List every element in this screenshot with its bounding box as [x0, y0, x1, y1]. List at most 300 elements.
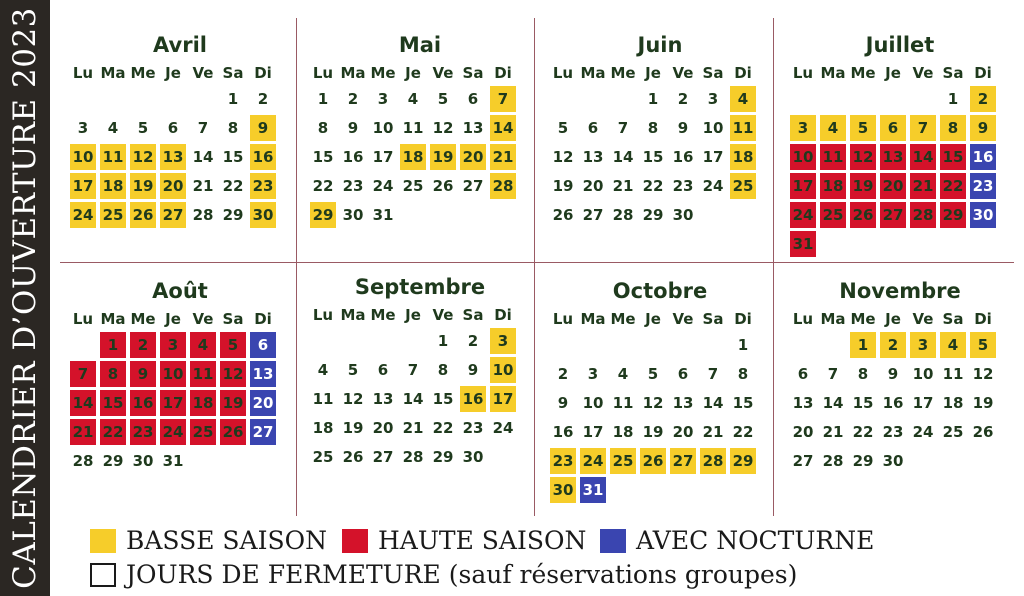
day-cell-basse: 7 — [910, 115, 936, 141]
day-cell-haute: 17 — [160, 390, 186, 416]
day-cell: 6 — [467, 90, 479, 108]
day-cell-haute: 12 — [220, 361, 246, 387]
day-cell: 14 — [402, 390, 424, 408]
weekday-label: Ve — [192, 64, 214, 82]
day-cell: 30 — [462, 448, 484, 466]
day-cell: 16 — [672, 148, 694, 166]
empty-cell — [398, 327, 428, 356]
day-cell: 19 — [972, 394, 994, 412]
day-cell: 13 — [792, 394, 814, 412]
day-cell-basse: 28 — [490, 173, 516, 199]
legend-fermeture — [90, 560, 797, 589]
day-cell-basse: 28 — [700, 448, 726, 474]
days-grid — [308, 85, 518, 230]
divider — [534, 18, 535, 516]
weekday-label: Ve — [912, 64, 934, 82]
day-cell: 13 — [372, 390, 394, 408]
day-cell: 28 — [72, 452, 94, 470]
month-august — [68, 276, 292, 526]
weekday-label: Lu — [792, 64, 814, 82]
day-cell-haute: 25 — [820, 202, 846, 228]
weekday-label: Lu — [792, 310, 814, 328]
day-cell-basse: 3 — [790, 115, 816, 141]
empty-cell — [668, 331, 698, 360]
day-cell-basse: 24 — [580, 448, 606, 474]
legend-label-fermeture: JOURS DE FERMETURE (sauf réservations groupes) — [126, 560, 798, 589]
day-cell: 15 — [642, 148, 664, 166]
day-cell: 5 — [557, 119, 569, 137]
day-cell: 4 — [617, 365, 629, 383]
weekday-label: Ma — [580, 310, 606, 328]
day-cell-basse: 18 — [400, 144, 426, 170]
day-cell-haute: 3 — [160, 332, 186, 358]
day-cell-basse: 4 — [820, 115, 846, 141]
day-cell: 9 — [347, 119, 359, 137]
day-cell-basse: 11 — [100, 144, 126, 170]
day-cell: 7 — [827, 365, 839, 383]
day-cell: 6 — [797, 365, 809, 383]
day-cell-haute: 24 — [160, 419, 186, 445]
weekday-label: Di — [974, 64, 992, 82]
empty-cell — [608, 331, 638, 360]
day-cell: 9 — [557, 394, 569, 412]
day-cell-basse: 30 — [550, 477, 576, 503]
day-cell-basse: 6 — [880, 115, 906, 141]
day-cell-basse: 24 — [70, 202, 96, 228]
day-cell-haute: 26 — [220, 419, 246, 445]
day-cell: 8 — [647, 119, 659, 137]
day-cell-nocturne: 20 — [250, 390, 276, 416]
weekday-header — [788, 309, 998, 329]
day-cell: 24 — [702, 177, 724, 195]
divider — [773, 18, 774, 516]
day-cell: 3 — [707, 90, 719, 108]
legend-basse — [90, 526, 327, 555]
day-cell: 15 — [852, 394, 874, 412]
day-cell-basse: 8 — [940, 115, 966, 141]
weekday-label: Sa — [462, 64, 484, 82]
day-cell: 5 — [647, 365, 659, 383]
day-cell-haute: 13 — [880, 144, 906, 170]
day-cell-basse: 18 — [730, 144, 756, 170]
weekday-label: Je — [405, 64, 421, 82]
day-cell-haute: 18 — [820, 173, 846, 199]
weekday-label: Di — [974, 310, 992, 328]
day-cell-haute: 27 — [880, 202, 906, 228]
day-cell-basse: 4 — [940, 332, 966, 358]
weekday-label: Ve — [192, 310, 214, 328]
month-november — [788, 276, 1012, 526]
weekday-label: Sa — [702, 64, 724, 82]
day-cell: 5 — [437, 90, 449, 108]
day-cell: 21 — [402, 419, 424, 437]
day-cell: 2 — [677, 90, 689, 108]
weekday-label: Di — [734, 310, 752, 328]
day-cell-haute: 10 — [790, 144, 816, 170]
empty-cell — [608, 85, 638, 114]
day-cell-nocturne: 23 — [970, 173, 996, 199]
day-cell: 12 — [642, 394, 664, 412]
weekday-label: Di — [494, 306, 512, 324]
day-cell: 11 — [402, 119, 424, 137]
day-cell: 24 — [492, 419, 514, 437]
weekday-label: Lu — [552, 310, 574, 328]
month-name: Juillet — [865, 33, 935, 57]
day-cell-nocturne: 27 — [250, 419, 276, 445]
day-cell: 8 — [857, 365, 869, 383]
day-cell: 5 — [137, 119, 149, 137]
weekday-label: Ma — [820, 64, 846, 82]
month-name: Août — [152, 279, 208, 303]
days-grid — [68, 331, 278, 476]
day-cell-haute: 7 — [70, 361, 96, 387]
day-cell: 10 — [372, 119, 394, 137]
weekday-label: Je — [885, 310, 901, 328]
legend — [90, 522, 990, 594]
month-september — [308, 272, 532, 522]
empty-cell — [698, 331, 728, 360]
day-cell-basse: 2 — [970, 86, 996, 112]
day-cell: 17 — [702, 148, 724, 166]
day-cell: 30 — [672, 206, 694, 224]
day-cell: 9 — [887, 365, 899, 383]
day-cell: 2 — [257, 90, 269, 108]
calendar-title: CALENDRIER D’OUVERTURE 2023 — [7, 7, 44, 589]
empty-cell — [878, 85, 908, 114]
empty-cell — [578, 85, 608, 114]
day-cell: 7 — [197, 119, 209, 137]
empty-cell — [788, 85, 818, 114]
day-cell-basse: 9 — [250, 115, 276, 141]
day-cell-haute: 28 — [910, 202, 936, 228]
empty-cell — [788, 331, 818, 360]
month-name: Novembre — [839, 279, 961, 303]
weekday-label: Di — [734, 64, 752, 82]
month-october — [548, 276, 772, 526]
haute-swatch — [342, 529, 368, 553]
calendar-grid — [50, 0, 1024, 520]
weekday-header — [788, 63, 998, 83]
empty-cell — [98, 85, 128, 114]
day-cell-haute: 5 — [220, 332, 246, 358]
weekday-label: Ve — [912, 310, 934, 328]
day-cell-nocturne: 16 — [970, 144, 996, 170]
legend-nocturne — [600, 526, 874, 555]
weekday-label: Ma — [340, 64, 366, 82]
day-cell: 23 — [462, 419, 484, 437]
weekday-label: Sa — [462, 306, 484, 324]
day-cell: 24 — [372, 177, 394, 195]
empty-cell — [818, 85, 848, 114]
day-cell: 25 — [942, 423, 964, 441]
empty-cell — [638, 331, 668, 360]
day-cell-haute: 16 — [130, 390, 156, 416]
weekday-label: Me — [130, 310, 156, 328]
day-cell-basse: 11 — [730, 115, 756, 141]
day-cell: 15 — [312, 148, 334, 166]
day-cell: 20 — [792, 423, 814, 441]
day-cell: 15 — [432, 390, 454, 408]
day-cell-basse: 2 — [880, 332, 906, 358]
day-cell: 17 — [582, 423, 604, 441]
day-cell-basse: 27 — [160, 202, 186, 228]
day-cell: 14 — [822, 394, 844, 412]
empty-cell — [188, 85, 218, 114]
day-cell-haute: 14 — [910, 144, 936, 170]
day-cell: 22 — [852, 423, 874, 441]
day-cell-haute: 21 — [910, 173, 936, 199]
day-cell: 4 — [317, 361, 329, 379]
day-cell: 1 — [947, 90, 959, 108]
weekday-label: Ma — [100, 310, 126, 328]
empty-cell — [818, 331, 848, 360]
weekday-label: Sa — [222, 64, 244, 82]
day-cell-haute: 25 — [190, 419, 216, 445]
day-cell: 16 — [342, 148, 364, 166]
day-cell-basse: 29 — [310, 202, 336, 228]
weekday-label: Lu — [312, 306, 334, 324]
day-cell: 3 — [377, 90, 389, 108]
day-cell-basse: 10 — [490, 357, 516, 383]
month-april — [68, 30, 292, 280]
weekday-label: Je — [405, 306, 421, 324]
day-cell: 20 — [582, 177, 604, 195]
day-cell: 4 — [407, 90, 419, 108]
day-cell: 29 — [642, 206, 664, 224]
weekday-label: Ma — [340, 306, 366, 324]
day-cell: 10 — [912, 365, 934, 383]
day-cell: 17 — [912, 394, 934, 412]
day-cell-haute: 11 — [190, 361, 216, 387]
empty-cell — [548, 85, 578, 114]
day-cell-basse: 26 — [130, 202, 156, 228]
day-cell: 6 — [677, 365, 689, 383]
weekday-header — [68, 309, 278, 329]
day-cell-basse: 21 — [490, 144, 516, 170]
day-cell: 23 — [342, 177, 364, 195]
day-cell: 21 — [192, 177, 214, 195]
month-may — [308, 30, 532, 280]
day-cell-basse: 7 — [490, 86, 516, 112]
day-cell: 12 — [552, 148, 574, 166]
day-cell: 18 — [612, 423, 634, 441]
day-cell: 23 — [672, 177, 694, 195]
weekday-label: Sa — [702, 310, 724, 328]
day-cell: 6 — [377, 361, 389, 379]
day-cell: 1 — [317, 90, 329, 108]
weekday-label: Je — [165, 64, 181, 82]
day-cell: 8 — [437, 361, 449, 379]
day-cell: 28 — [822, 452, 844, 470]
day-cell: 28 — [612, 206, 634, 224]
day-cell: 10 — [702, 119, 724, 137]
day-cell-basse: 23 — [550, 448, 576, 474]
weekday-label: Me — [370, 306, 396, 324]
days-grid — [308, 327, 518, 472]
day-cell-haute: 10 — [160, 361, 186, 387]
day-cell-haute: 9 — [130, 361, 156, 387]
day-cell-nocturne: 30 — [970, 202, 996, 228]
day-cell: 14 — [702, 394, 724, 412]
day-cell: 12 — [432, 119, 454, 137]
day-cell: 22 — [642, 177, 664, 195]
weekday-label: Sa — [222, 310, 244, 328]
legend-haute — [342, 526, 586, 555]
day-cell-nocturne: 6 — [250, 332, 276, 358]
day-cell: 11 — [312, 390, 334, 408]
weekday-header — [308, 63, 518, 83]
day-cell-basse: 26 — [640, 448, 666, 474]
day-cell-haute: 14 — [70, 390, 96, 416]
day-cell-haute: 26 — [850, 202, 876, 228]
day-cell: 26 — [972, 423, 994, 441]
empty-cell — [908, 85, 938, 114]
weekday-label: Je — [645, 64, 661, 82]
day-cell-basse: 3 — [490, 328, 516, 354]
day-cell-basse: 19 — [430, 144, 456, 170]
day-cell-haute: 12 — [850, 144, 876, 170]
fermeture-swatch — [90, 563, 116, 587]
day-cell: 29 — [222, 206, 244, 224]
day-cell: 18 — [312, 419, 334, 437]
day-cell: 19 — [642, 423, 664, 441]
empty-cell — [368, 327, 398, 356]
month-july — [788, 30, 1012, 280]
day-cell: 1 — [437, 332, 449, 350]
day-cell-haute: 23 — [130, 419, 156, 445]
day-cell-basse: 1 — [850, 332, 876, 358]
day-cell-haute: 19 — [850, 173, 876, 199]
day-cell-basse: 12 — [130, 144, 156, 170]
days-grid — [788, 331, 998, 476]
day-cell: 13 — [582, 148, 604, 166]
day-cell-basse: 16 — [460, 386, 486, 412]
day-cell: 18 — [942, 394, 964, 412]
weekday-label: Lu — [72, 64, 94, 82]
day-cell: 1 — [737, 336, 749, 354]
day-cell-haute: 18 — [190, 390, 216, 416]
day-cell-haute: 8 — [100, 361, 126, 387]
day-cell: 30 — [132, 452, 154, 470]
day-cell: 31 — [372, 206, 394, 224]
weekday-label: Me — [850, 64, 876, 82]
day-cell: 15 — [222, 148, 244, 166]
day-cell: 29 — [102, 452, 124, 470]
day-cell-haute: 2 — [130, 332, 156, 358]
day-cell: 13 — [672, 394, 694, 412]
days-grid — [788, 85, 998, 259]
weekday-label: Ve — [432, 64, 454, 82]
month-name: Juin — [637, 33, 683, 57]
day-cell: 8 — [227, 119, 239, 137]
empty-cell — [338, 327, 368, 356]
day-cell: 21 — [822, 423, 844, 441]
empty-cell — [158, 85, 188, 114]
weekday-header — [548, 63, 758, 83]
weekday-label: Je — [885, 64, 901, 82]
day-cell-haute: 17 — [790, 173, 816, 199]
weekday-label: Me — [850, 310, 876, 328]
weekday-label: Ma — [820, 310, 846, 328]
day-cell: 14 — [192, 148, 214, 166]
day-cell: 8 — [737, 365, 749, 383]
legend-label-basse: BASSE SAISON — [126, 526, 327, 555]
day-cell: 3 — [77, 119, 89, 137]
day-cell: 15 — [732, 394, 754, 412]
day-cell-basse: 30 — [250, 202, 276, 228]
day-cell-haute: 15 — [100, 390, 126, 416]
day-cell: 27 — [792, 452, 814, 470]
day-cell: 27 — [462, 177, 484, 195]
days-grid — [548, 85, 758, 230]
day-cell: 22 — [432, 419, 454, 437]
day-cell: 1 — [227, 90, 239, 108]
day-cell-haute: 29 — [940, 202, 966, 228]
empty-cell — [308, 327, 338, 356]
weekday-label: Ve — [672, 310, 694, 328]
day-cell: 26 — [432, 177, 454, 195]
empty-cell — [68, 85, 98, 114]
day-cell: 2 — [557, 365, 569, 383]
weekday-label: Ve — [432, 306, 454, 324]
weekday-label: Je — [645, 310, 661, 328]
day-cell-basse: 25 — [730, 173, 756, 199]
day-cell: 7 — [617, 119, 629, 137]
day-cell: 9 — [467, 361, 479, 379]
day-cell: 19 — [342, 419, 364, 437]
day-cell: 24 — [912, 423, 934, 441]
day-cell: 10 — [582, 394, 604, 412]
day-cell: 26 — [552, 206, 574, 224]
day-cell: 12 — [972, 365, 994, 383]
legend-label-haute: HAUTE SAISON — [378, 526, 587, 555]
day-cell: 28 — [402, 448, 424, 466]
weekday-label: Ve — [672, 64, 694, 82]
day-cell: 6 — [587, 119, 599, 137]
day-cell: 19 — [552, 177, 574, 195]
day-cell: 16 — [882, 394, 904, 412]
weekday-label: Me — [610, 310, 636, 328]
day-cell: 13 — [462, 119, 484, 137]
day-cell: 22 — [312, 177, 334, 195]
weekday-label: Lu — [312, 64, 334, 82]
day-cell-basse: 25 — [610, 448, 636, 474]
day-cell: 25 — [312, 448, 334, 466]
empty-cell — [848, 85, 878, 114]
day-cell-nocturne: 31 — [580, 477, 606, 503]
day-cell-haute: 4 — [190, 332, 216, 358]
day-cell: 11 — [612, 394, 634, 412]
weekday-header — [68, 63, 278, 83]
day-cell-basse: 5 — [970, 332, 996, 358]
day-cell: 25 — [402, 177, 424, 195]
month-name: Avril — [153, 33, 207, 57]
day-cell: 30 — [882, 452, 904, 470]
month-name: Mai — [398, 33, 442, 57]
day-cell-basse: 9 — [970, 115, 996, 141]
day-cell: 22 — [732, 423, 754, 441]
day-cell-basse: 10 — [70, 144, 96, 170]
day-cell: 21 — [702, 423, 724, 441]
day-cell-haute: 19 — [220, 390, 246, 416]
day-cell-basse: 20 — [460, 144, 486, 170]
day-cell-haute: 15 — [940, 144, 966, 170]
sidebar-banner — [0, 0, 50, 596]
weekday-label: Di — [494, 64, 512, 82]
day-cell: 21 — [612, 177, 634, 195]
day-cell: 20 — [672, 423, 694, 441]
weekday-header — [548, 309, 758, 329]
